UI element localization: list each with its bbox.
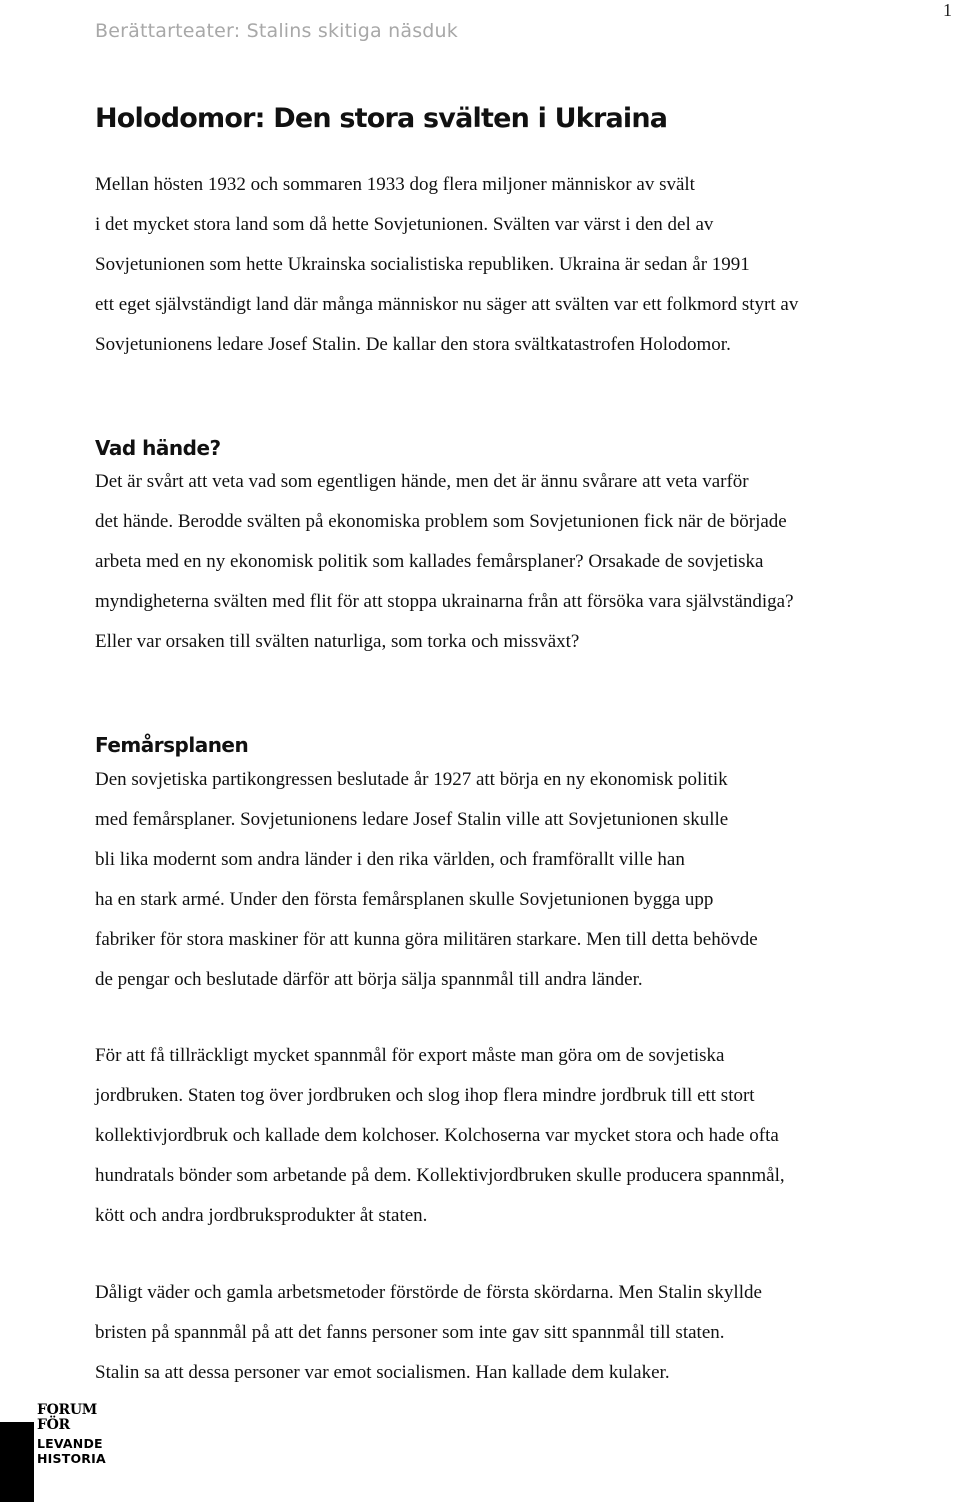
text-line: Mellan hösten 1932 och sommaren 1933 dog flera miljoner människor av svält [95, 174, 695, 195]
text-line: arbeta med en ny ekonomisk politik som kallades femårsplaner? Orsakade de sovjetiska [95, 551, 764, 572]
text-line: Den sovjetiska partikongressen beslutade år 1927 att börja en ny ekonomisk politik [95, 769, 728, 790]
text-line: det hände. Berodde svälten på ekonomiska problem som Sovjetunionen fick när de började [95, 511, 787, 532]
text-line: Det är svårt att veta vad som egentligen hände, men det är ännu svårare att veta varför [95, 471, 749, 492]
text-line: bli lika modernt som andra länder i den rika världen, och framförallt ville han [95, 849, 685, 870]
femarsplanen-paragraph-2 [95, 1036, 785, 1236]
text-line: För att få tillräckligt mycket spannmål för export måste man göra om de sovjetiska [95, 1045, 725, 1066]
logo-bar [0, 1422, 34, 1502]
text-line: Sovjetunionens ledare Josef Stalin. De kallar den stora svältkatastrofen Holodomor. [95, 334, 731, 355]
logo-text-line: FÖR [37, 1417, 70, 1433]
text-line: i det mycket stora land som då hette Sovjetunionen. Svälten var värst i den del av [95, 214, 714, 235]
vad-hande-paragraph [95, 462, 794, 662]
text-line: Stalin sa att dessa personer var emot socialismen. Han kallade dem kulaker. [95, 1362, 670, 1383]
running-header: Berättarteater: Stalins skitiga näsduk [95, 20, 459, 42]
logo-text-line: HISTORIA [37, 1451, 106, 1466]
intro-paragraph [95, 165, 798, 365]
section-heading-vad-hande: Vad hände? [95, 436, 221, 460]
text-line: jordbruken. Staten tog över jordbruken och slog ihop flera mindre jordbruk till ett stort [95, 1085, 755, 1106]
page-number: 1 [943, 0, 952, 20]
text-line: Sovjetunionen som hette Ukrainska socialistiska republiken. Ukraina är sedan år 1991 [95, 254, 750, 275]
section-heading-femarsplanen: Femårsplanen [95, 733, 249, 757]
text-line: hundratals bönder som arbetande på dem. Kollektivjordbruken skulle producera spannmål, [95, 1165, 785, 1186]
text-line: Dåligt väder och gamla arbetsmetoder förstörde de första skördarna. Men Stalin skyllde [95, 1282, 762, 1303]
text-line: med femårsplaner. Sovjetunionens ledare Josef Stalin ville att Sovjetunionen skulle [95, 809, 729, 830]
text-line: myndigheterna svälten med flit för att stoppa ukrainarna från att försöka vara självständiga? [95, 591, 794, 612]
logo-text-line: FORUM [37, 1402, 97, 1418]
text-line: kollektivjordbruk och kallade dem kolchoser. Kolchoserna var mycket stora och hade ofta [95, 1125, 779, 1146]
text-line: bristen på spannmål på att det fanns personer som inte gav sitt spannmål till staten. [95, 1322, 725, 1343]
document-title: Holodomor: Den stora svälten i Ukraina [95, 103, 668, 134]
text-line: kött och andra jordbruksprodukter åt staten. [95, 1205, 428, 1226]
logo-text-line: LEVANDE [37, 1436, 103, 1451]
text-line: ett eget självständigt land där många människor nu säger att svälten var ett folkmord styrt av [95, 294, 799, 315]
femarsplanen-paragraph-3 [95, 1273, 762, 1393]
text-line: fabriker för stora maskiner för att kunna göra militären starkare. Men till detta behövde [95, 929, 758, 950]
text-line: Eller var orsaken till svälten naturliga, som torka och missväxt? [95, 631, 580, 652]
text-line: ha en stark armé. Under den första femårsplanen skulle Sovjetunionen bygga upp [95, 889, 714, 910]
text-line: de pengar och beslutade därför att börja sälja spannmål till andra länder. [95, 969, 643, 990]
femarsplanen-paragraph-1 [95, 760, 758, 1000]
forum-for-levande-historia-logo [0, 1400, 112, 1502]
